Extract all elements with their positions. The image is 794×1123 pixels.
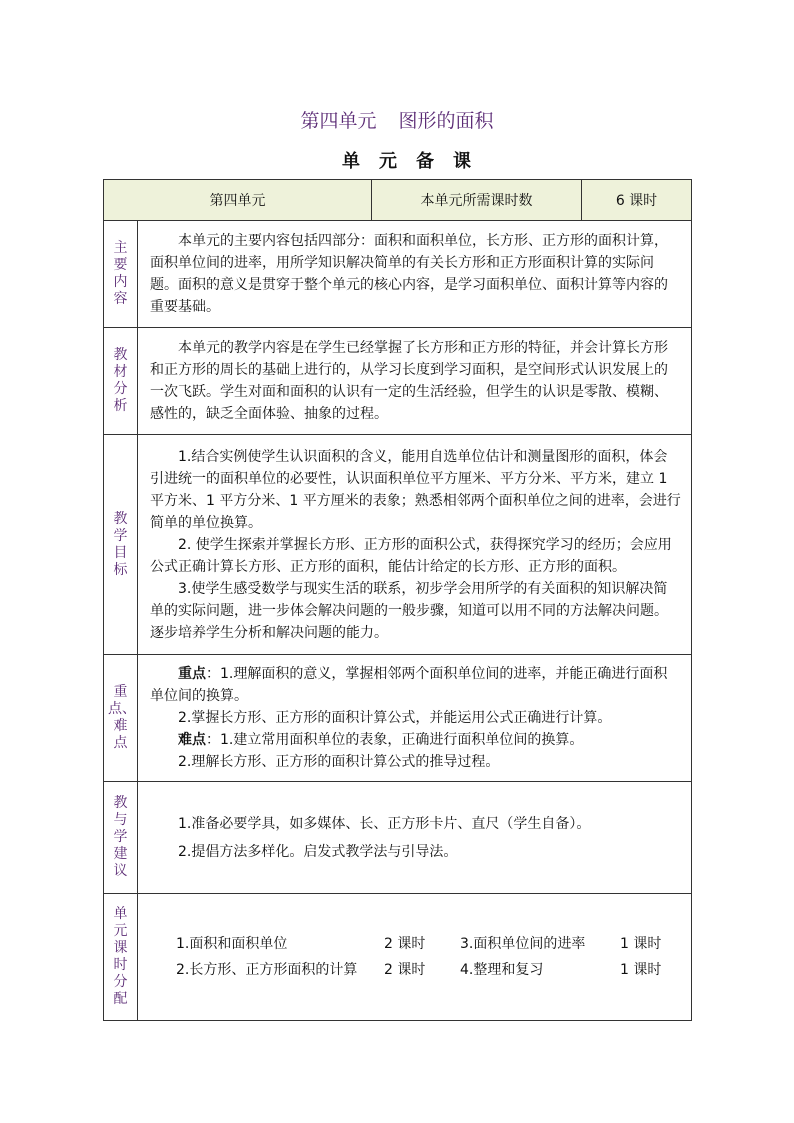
page-title-topic: 图形的面积 [398,110,494,132]
header-hours-label: 本单元所需课时数 [372,180,582,221]
main-content-text: 本单元的主要内容包括四部分：面积和面积单位，长方形、正方形的面积计算，面积单位间的进率，用所学知识解决简单的有关长方形和正方形面积计算的实际问题。面积的意义是贯穿于整个单元的核心内容，是学习面积单位、面积计算等内容的重要基础。 [150,233,668,315]
difficult-point-1: ：1.建立常用面积单位的表象，正确进行面积单位间的换算。 [206,732,584,748]
label-allocation: 单元课时分配 [104,894,138,1021]
allocation-table [176,931,667,983]
table-header-row [104,180,692,221]
row-objectives [104,435,692,655]
row-allocation [104,894,692,1021]
objective-2: 2. 使学生探索并掌握长方形、正方形的面积公式，获得探究学习的经历；会应用公式正确计算长方形、正方形的面积，能估计给定的长方形、正方形的面积。 [150,536,672,575]
header-unit: 第四单元 [104,180,372,221]
difficult-point-2: 2.理解长方形、正方形的面积计算公式的推导过程。 [178,754,500,770]
allocation-row [176,957,667,983]
label-objectives: 教学目标 [104,435,138,655]
allocation-item: 4.整理和复习 [460,962,544,978]
label-key-points: 重点、难点 [104,655,138,782]
suggestion-1: 1.准备必要学具，如多媒体、长、正方形卡片、直尺（学生自备）。 [178,815,591,832]
allocation-item: 1.面积和面积单位 [176,936,288,952]
row-key-points [104,655,692,782]
page-subtitle: 单元备课 [342,151,490,172]
label-material-analysis: 教材分析 [104,328,138,435]
label-main-content: 主要内容 [104,221,138,328]
suggestion-2: 2.提倡方法多样化。启发式教学法与引导法。 [178,843,458,860]
page-title-unit: 第四单元 [300,110,377,132]
page-title [0,106,794,133]
row-main-content [104,221,692,328]
material-analysis-text: 本单元的教学内容是在学生已经掌握了长方形和正方形的特征，并会计算长方形和正方形的周长的基础上进行的，从学习长度到学习面积，是空间形式认识发展上的一次飞跃。学生对面和面积的认识有一定的生活经验，但学生的认识是零散、模糊、感性的，缺乏全面体验、抽象的过程。 [150,340,668,422]
key-title: 重点 [178,666,206,682]
key-point-1: ：1.理解面积的意义，掌握相邻两个面积单位间的进率，并能正确进行面积单位间的换算。 [150,666,668,704]
allocation-row [176,931,667,957]
allocation-hours: 2 课时 [384,936,426,952]
row-material-analysis [104,328,692,435]
row-suggestions [104,782,692,894]
label-suggestions: 教与学建议 [104,782,138,894]
allocation-item: 2.长方形、正方形面积的计算 [176,962,358,978]
difficult-title: 难点 [178,732,206,748]
allocation-hours: 1 课时 [620,962,662,978]
allocation-item: 3.面积单位间的进率 [460,936,586,952]
header-hours-value: 6 课时 [582,180,692,221]
objective-3: 3.使学生感受数学与现实生活的联系，初步学会用所学的有关面积的知识解决简单的实际问题，进一步体会解决问题的一般步骤，知道可以用不同的方法解决问题。逐步培养学生分析和解决问题的能力。 [150,580,668,641]
allocation-hours: 1 课时 [620,936,662,952]
objective-1: 1.结合实例使学生认识面积的含义，能用自选单位估计和测量图形的面积，体会引进统一的面积单位的必要性，认识面积单位平方厘米、平方分米、平方米，建立 1 平方米、1 平方分米、1 平方厘米的表象；熟悉相邻两个面积单位之间的进率，会进行简单的单位换算。 [150,448,681,531]
allocation-hours: 2 课时 [384,962,426,978]
lesson-plan-table [103,179,692,1021]
key-point-2: 2.掌握长方形、正方形的面积计算公式，并能运用公式正确进行计算。 [178,710,612,726]
